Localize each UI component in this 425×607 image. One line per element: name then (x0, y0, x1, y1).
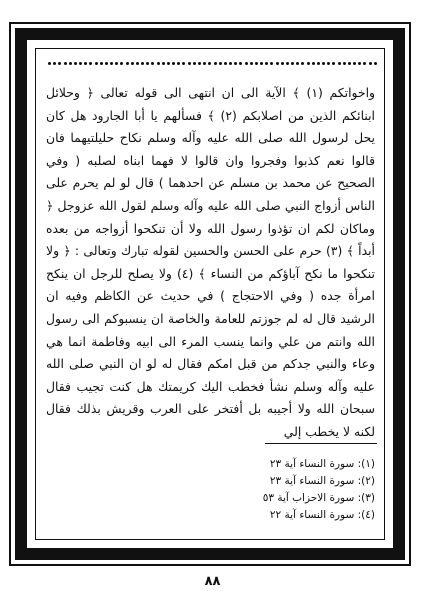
dotted-header-rule (48, 60, 377, 66)
page-number: ٨٨ (204, 574, 221, 589)
footnote-2: (٢): سورة النساء آية ٢٣ (269, 475, 375, 487)
footnote-4: (٤): سورة النساء آية ٢٢ (269, 509, 375, 521)
footnote-3: (٣): سورة الاحزاب آية ٥٣ (262, 492, 375, 504)
footnotes-list (263, 456, 375, 524)
footnote-1: (١): سورة النساء آية ٢٣ (269, 458, 375, 470)
footnote-divider (265, 443, 377, 444)
main-body-text: واخواتكم (١) ﴾ الآية الى ان انتهى الى قوله تعالى ﴿ وحلائل ابنائكم الذين من اصلابكم (٢) ﴾ فسألهم يا أبا الجارود هل كان يحل لرسول الله صلى الله عليه وآله وسلم نكاح حليلتيهما فان قالوا نعم كذبوا وفجروا وان قالوا لا فهما ابناه لصلبه ( وفي الصحيح عن محمد بن مسلم عن احدهما ) قال لو لم يحرم على الناس أزواج النبي صلى الله عليه وآله وسلم لقول الله عزوجل ﴿ وماكان لكم ان تؤذوا رسول الله ولا أن تنكحوا أزواجه من بعده أبداً ﴾ (٣) حرم على الحسن والحسين لقوله تبارك وتعالى : ﴿ ولا تنكحوا ما نكح آباؤكم من النساء ﴾ (٤) ولا يصلح للرجل ان ينكح امرأة جده ( وفي الاحتجاج ) في حديث عن الكاظم وفيه ان الرشيد قال له لم جوزتم للعامة والخاصة ان ينسبوكم الى رسول الله وانتم من علي وانما ينسب المرء الى ابيه وفاطمة انما هي وعاء والنبي جدكم من قبل امكم فقال له لو ان النبي صلى الله عليه وآله وسلم نشأ فخطب اليك كريمتك هل كنت تجيب فقال سبحان الله ولا أجيبه بل أفتخر على العرب وقريش بذلك فقال لكنه لا يخطب إلي (46, 85, 375, 439)
